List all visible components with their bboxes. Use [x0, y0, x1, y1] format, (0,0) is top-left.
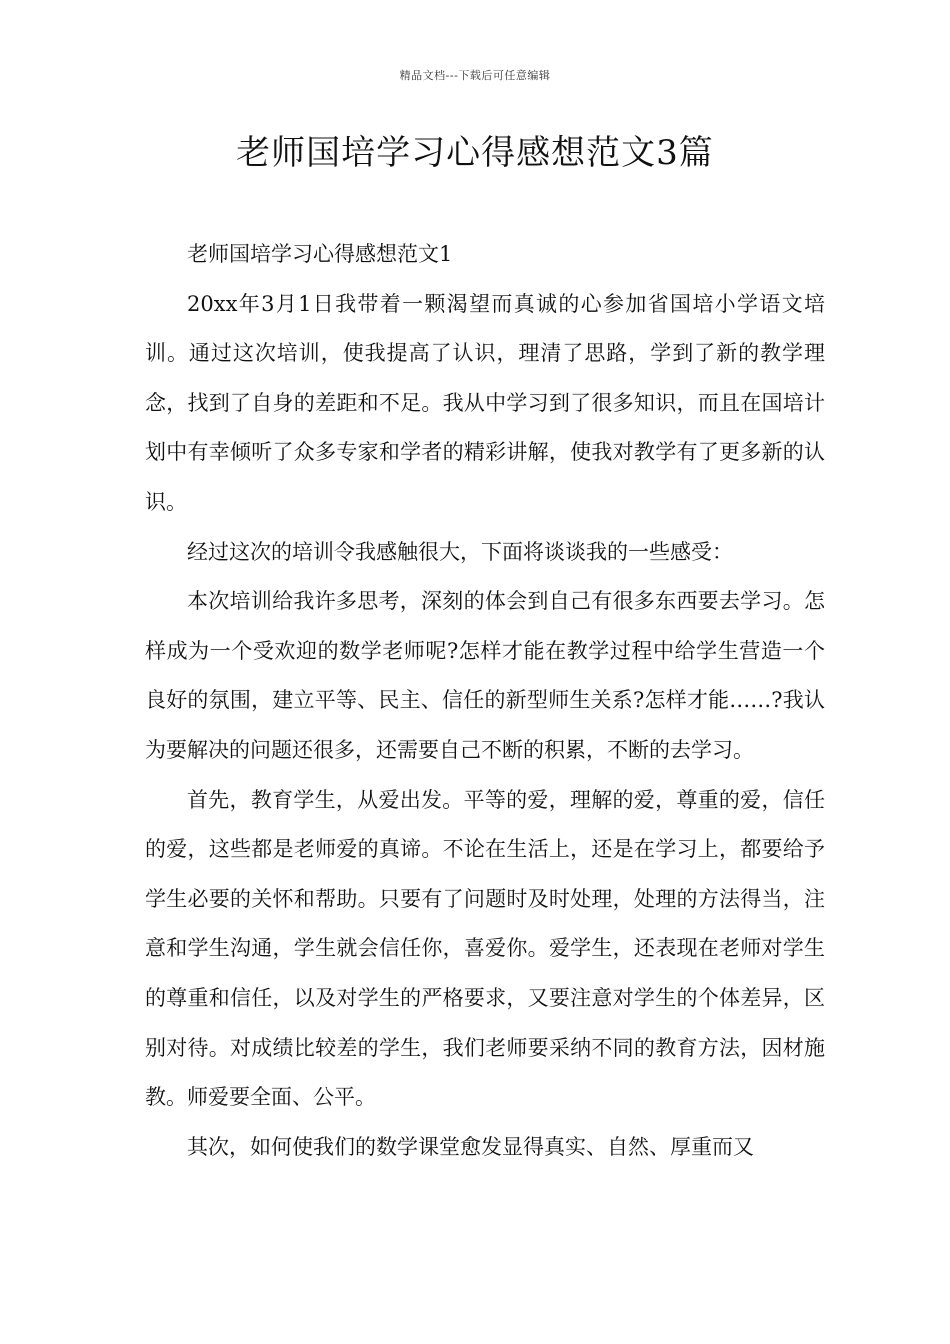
paragraph: 本次培训给我许多思考，深刻的体会到自己有很多东西要去学习。怎样成为一个受欢迎的数学老师呢?怎样才能在教学过程中给学生营造一个良好的氛围，建立平等、民主、信任的新型师生关系?怎样才能……?我认为要解决的问题还很多，还需要自己不断的积累，不断的去学习。	[145, 589, 825, 762]
document-body	[145, 230, 825, 1172]
page-header: 精品文档---下载后可任意编辑	[399, 69, 551, 82]
paragraph: 首先，教育学生，从爱出发。平等的爱，理解的爱，尊重的爱，信任的爱，这些都是老师爱的真谛。不论在生活上，还是在学习上，都要给予学生必要的关怀和帮助。只要有了问题时及时处理，处理的方法得当，注意和学生沟通，学生就会信任你，喜爱你。爱学生，还表现在老师对学生的尊重和信任，以及对学生的严格要求，又要注意对学生的个体差异，区别对待。对成绩比较差的学生，我们老师要采纳不同的教育方法，因材施教。师爱要全面、公平。	[145, 787, 825, 1110]
section-heading: 老师国培学习心得感想范文1	[187, 242, 453, 266]
document-title: 老师国培学习心得感想范文3篇	[236, 133, 714, 173]
paragraph: 经过这次的培训令我感触很大，下面将谈谈我的一些感受：	[187, 539, 733, 564]
paragraph: 20xx年3月1日我带着一颗渴望而真诚的心参加省国培小学语文培训。通过这次培训，使我提高了认识，理清了思路，学到了新的教学理念，找到了自身的差距和不足。我从中学习到了很多知识，而且在国培计划中有幸倾听了众多专家和学者的精彩讲解，使我对教学有了更多新的认识。	[145, 291, 825, 514]
paragraph: 其次，如何使我们的数学课堂愈发显得真实、自然、厚重而又	[187, 1134, 754, 1159]
